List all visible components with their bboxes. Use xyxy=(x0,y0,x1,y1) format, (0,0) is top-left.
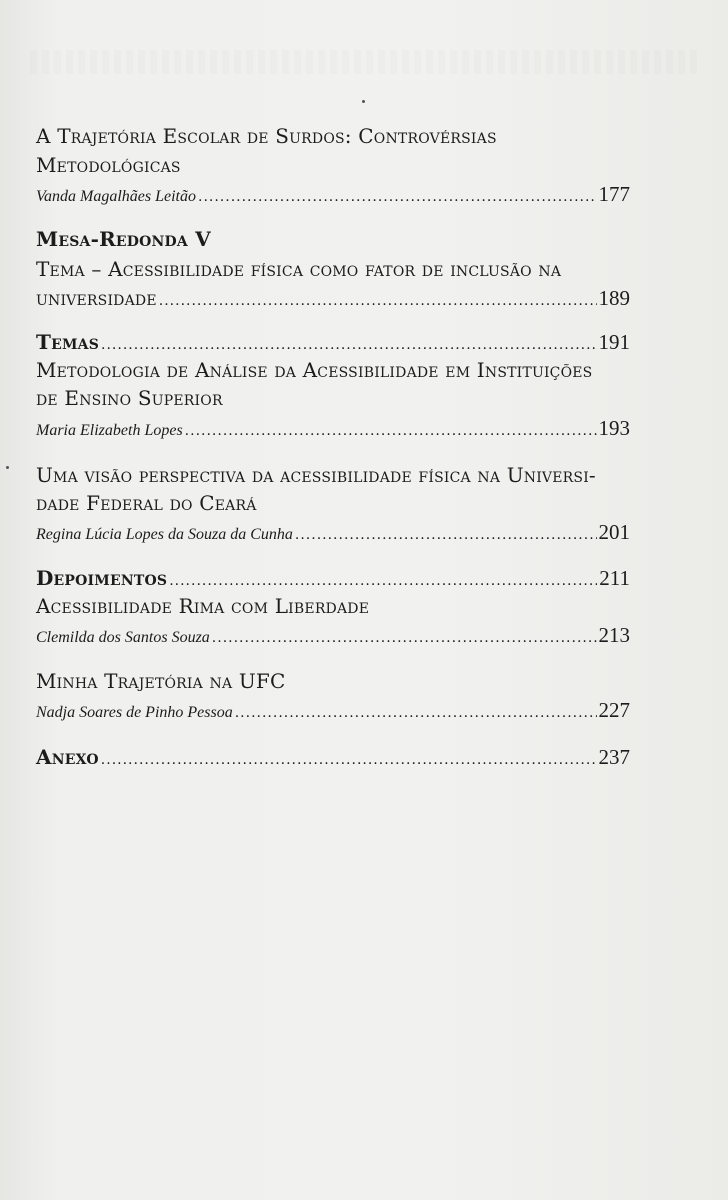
dot-leader xyxy=(185,414,597,445)
dot-leader xyxy=(235,696,597,727)
dot-leader xyxy=(212,621,597,652)
toc-page-number: 211 xyxy=(599,566,630,590)
dot-leader xyxy=(198,180,597,211)
dot-leader xyxy=(159,284,597,315)
toc-entry-author: Vanda Magalhães Leitão xyxy=(36,188,196,205)
toc-entry-author-line xyxy=(36,180,630,211)
toc-page-number: 189 xyxy=(598,286,630,310)
toc-section-heading: Depoimentos xyxy=(36,566,168,590)
toc-entry-title: Uma visão perspectiva da acessibilidade física na Universi- xyxy=(36,463,596,487)
toc-entry-author: Regina Lúcia Lopes da Souza da Cunha xyxy=(36,526,293,543)
toc-entry-author-line xyxy=(36,696,630,727)
toc-entry-author: Maria Elizabeth Lopes xyxy=(36,422,183,439)
toc-page-number: 177 xyxy=(598,182,630,206)
toc-entry-author-line xyxy=(36,518,630,549)
toc-entry-title-line xyxy=(36,284,630,315)
toc-page-number: 191 xyxy=(598,330,630,354)
bleed-through-text xyxy=(30,50,700,74)
dot-leader xyxy=(169,564,597,595)
toc-entry-title: dade Federal do Ceará xyxy=(36,491,257,515)
toc-page-number: 237 xyxy=(598,745,630,769)
toc-page-number: 227 xyxy=(598,698,630,722)
toc-entry-title: universidade xyxy=(36,286,157,310)
dot-leader xyxy=(101,328,596,359)
toc-entry-title: Metodológicas xyxy=(36,153,181,177)
toc-page-number: 201 xyxy=(598,520,630,544)
toc-section-heading-line xyxy=(36,328,630,359)
dot-leader xyxy=(101,743,597,774)
dot-leader xyxy=(295,518,597,549)
toc-entry-title: Acessibilidade Rima com Liberdade xyxy=(36,594,370,618)
toc-section-heading-line xyxy=(36,743,630,774)
toc-entry-title: Minha Trajetória na UFC xyxy=(36,669,286,693)
toc-section-heading: Mesa-Redonda V xyxy=(36,227,211,251)
toc-entry-title: Metodologia de Análise da Acessibilidade em Instituições xyxy=(36,358,593,382)
toc-page-number: 213 xyxy=(598,623,630,647)
toc-entry-title: Tema – Acessibilidade física como fator de inclusão na xyxy=(36,257,562,281)
toc-section-heading: Anexo xyxy=(36,745,99,769)
toc-section-heading: Temas xyxy=(36,330,100,354)
toc-entry-title: A Trajetória Escolar de Surdos: Controvérsias xyxy=(36,124,497,148)
toc-entry-author: Clemilda dos Santos Souza xyxy=(36,629,210,646)
toc-page-number: 193 xyxy=(598,416,630,440)
toc-section-heading-line xyxy=(36,564,630,595)
toc-entry-author: Nadja Soares de Pinho Pessoa xyxy=(36,704,233,721)
paper-speck xyxy=(6,466,9,469)
toc-entry-author-line xyxy=(36,621,630,652)
paper-speck xyxy=(362,100,365,103)
toc-entry-author-line xyxy=(36,414,630,445)
toc-entry-title: de Ensino Superior xyxy=(36,386,223,410)
